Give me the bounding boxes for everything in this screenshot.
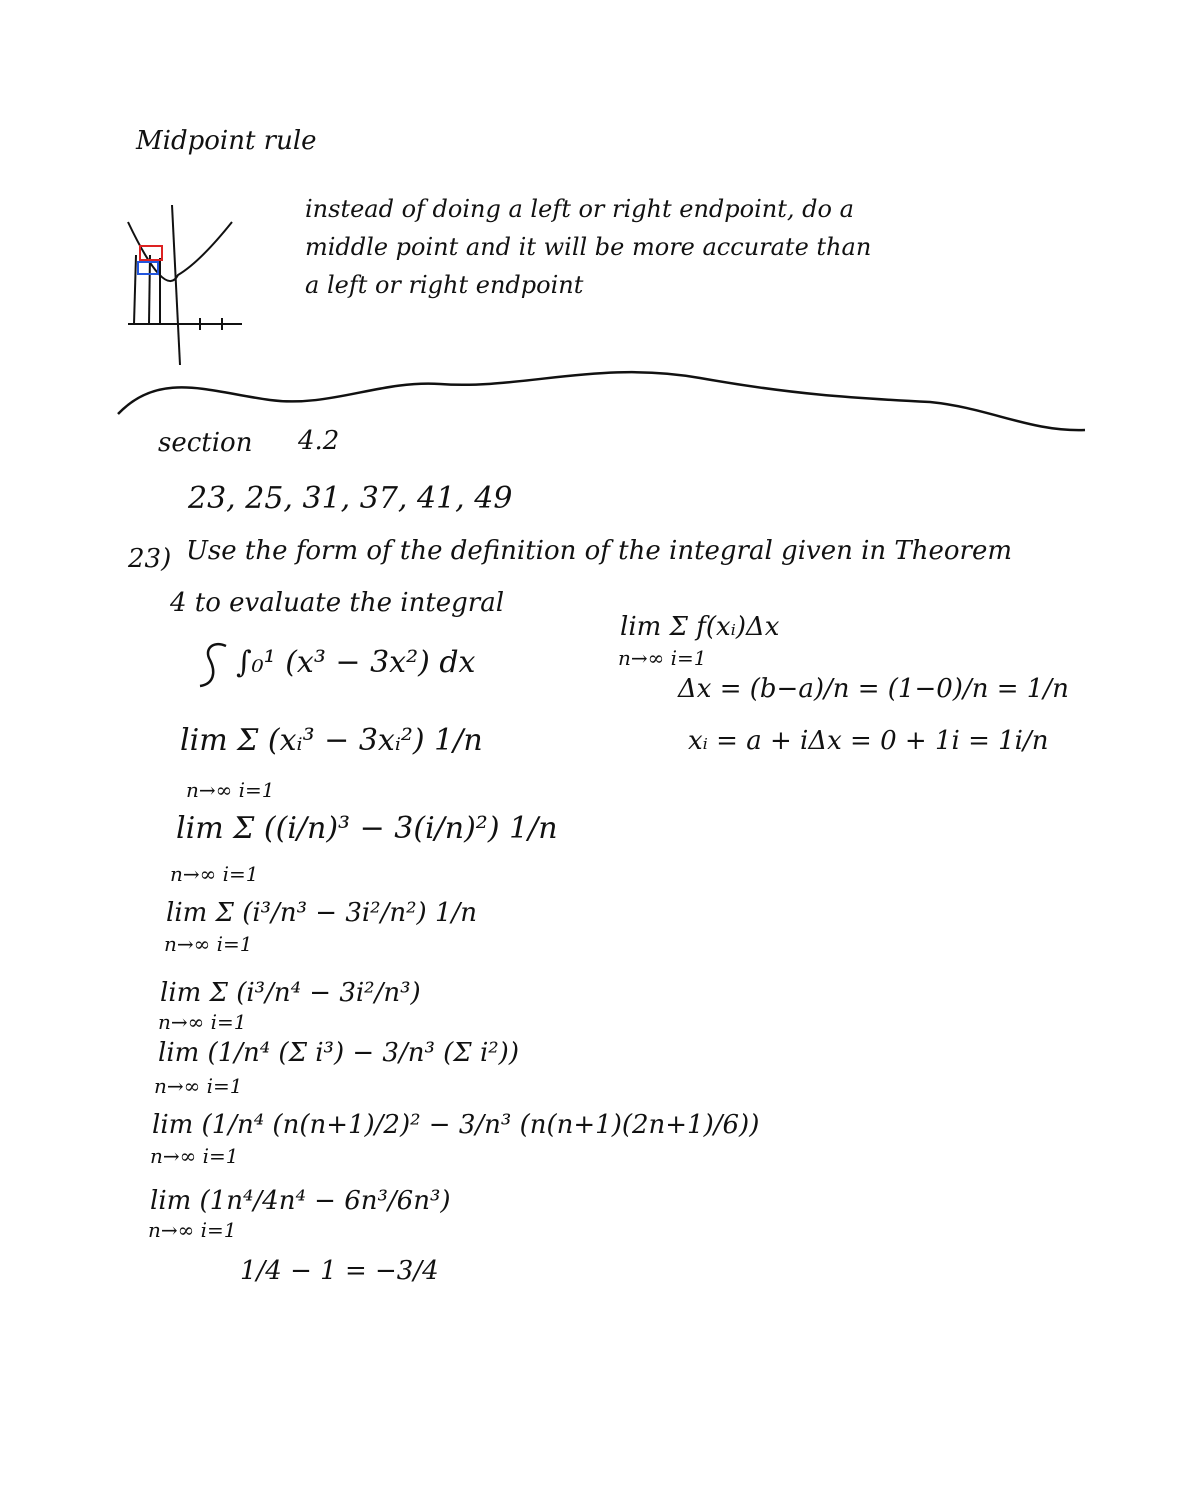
note-line-1: instead of doing a left or right endpoint, do a — [305, 195, 854, 223]
section-number: 4.2 — [298, 426, 340, 456]
final-answer: 1/4 − 1 = −3/4 — [240, 1256, 439, 1286]
step-3: lim Σ (i³/n³ − 3i²/n²) 1/n — [166, 898, 477, 928]
step-6: lim (1/n⁴ (n(n+1)/2)² − 3/n³ (n(n+1)(2n+1)/6)) — [152, 1110, 760, 1140]
problem-text-line-1: Use the form of the definition of the integral given in Theorem — [186, 536, 1013, 566]
step-1-limits: n→∞ i=1 — [186, 778, 275, 802]
wave-divider — [118, 372, 1085, 430]
riemann-definition: lim Σ f(xᵢ)Δx — [620, 612, 780, 642]
step-4: lim Σ (i³/n⁴ − 3i²/n³) — [160, 978, 421, 1008]
problem-number: 23) — [128, 544, 172, 574]
step-3-limits: n→∞ i=1 — [164, 932, 253, 956]
step-2-limits: n→∞ i=1 — [170, 862, 259, 886]
riemann-definition-limits: n→∞ i=1 — [618, 646, 707, 670]
step-7-limit: n→∞ i=1 — [148, 1218, 237, 1242]
note-line-2: middle point and it will be more accurate than — [305, 233, 872, 261]
step-5-limit: n→∞ i=1 — [154, 1074, 243, 1098]
step-integral: ∫₀¹ (x³ − 3x²) dx — [236, 645, 476, 680]
problem-list: 23, 25, 31, 37, 41, 49 — [188, 481, 513, 516]
problem-text-line-2: 4 to evaluate the integral — [170, 588, 505, 618]
midpoint-graph-sketch — [128, 205, 242, 365]
note-line-3: a left or right endpoint — [305, 271, 584, 299]
step-4-limits: n→∞ i=1 — [158, 1010, 247, 1034]
delta-x-formula: Δx = (b−a)/n = (1−0)/n = 1/n — [678, 674, 1069, 704]
step-1: lim Σ (xᵢ³ − 3xᵢ²) 1/n — [180, 723, 483, 758]
integral-sign — [200, 644, 226, 686]
step-2: lim Σ ((i/n)³ − 3(i/n)²) 1/n — [176, 811, 558, 846]
x-i-formula: xᵢ = a + iΔx = 0 + 1i = 1i/n — [688, 726, 1049, 756]
step-7: lim (1n⁴/4n⁴ − 6n³/6n³) — [150, 1186, 451, 1216]
step-6-limit: n→∞ i=1 — [150, 1144, 239, 1168]
step-5: lim (1/n⁴ (Σ i³) − 3/n³ (Σ i²)) — [158, 1038, 519, 1068]
page-title: Midpoint rule — [136, 126, 317, 156]
section-label: section — [158, 428, 253, 458]
